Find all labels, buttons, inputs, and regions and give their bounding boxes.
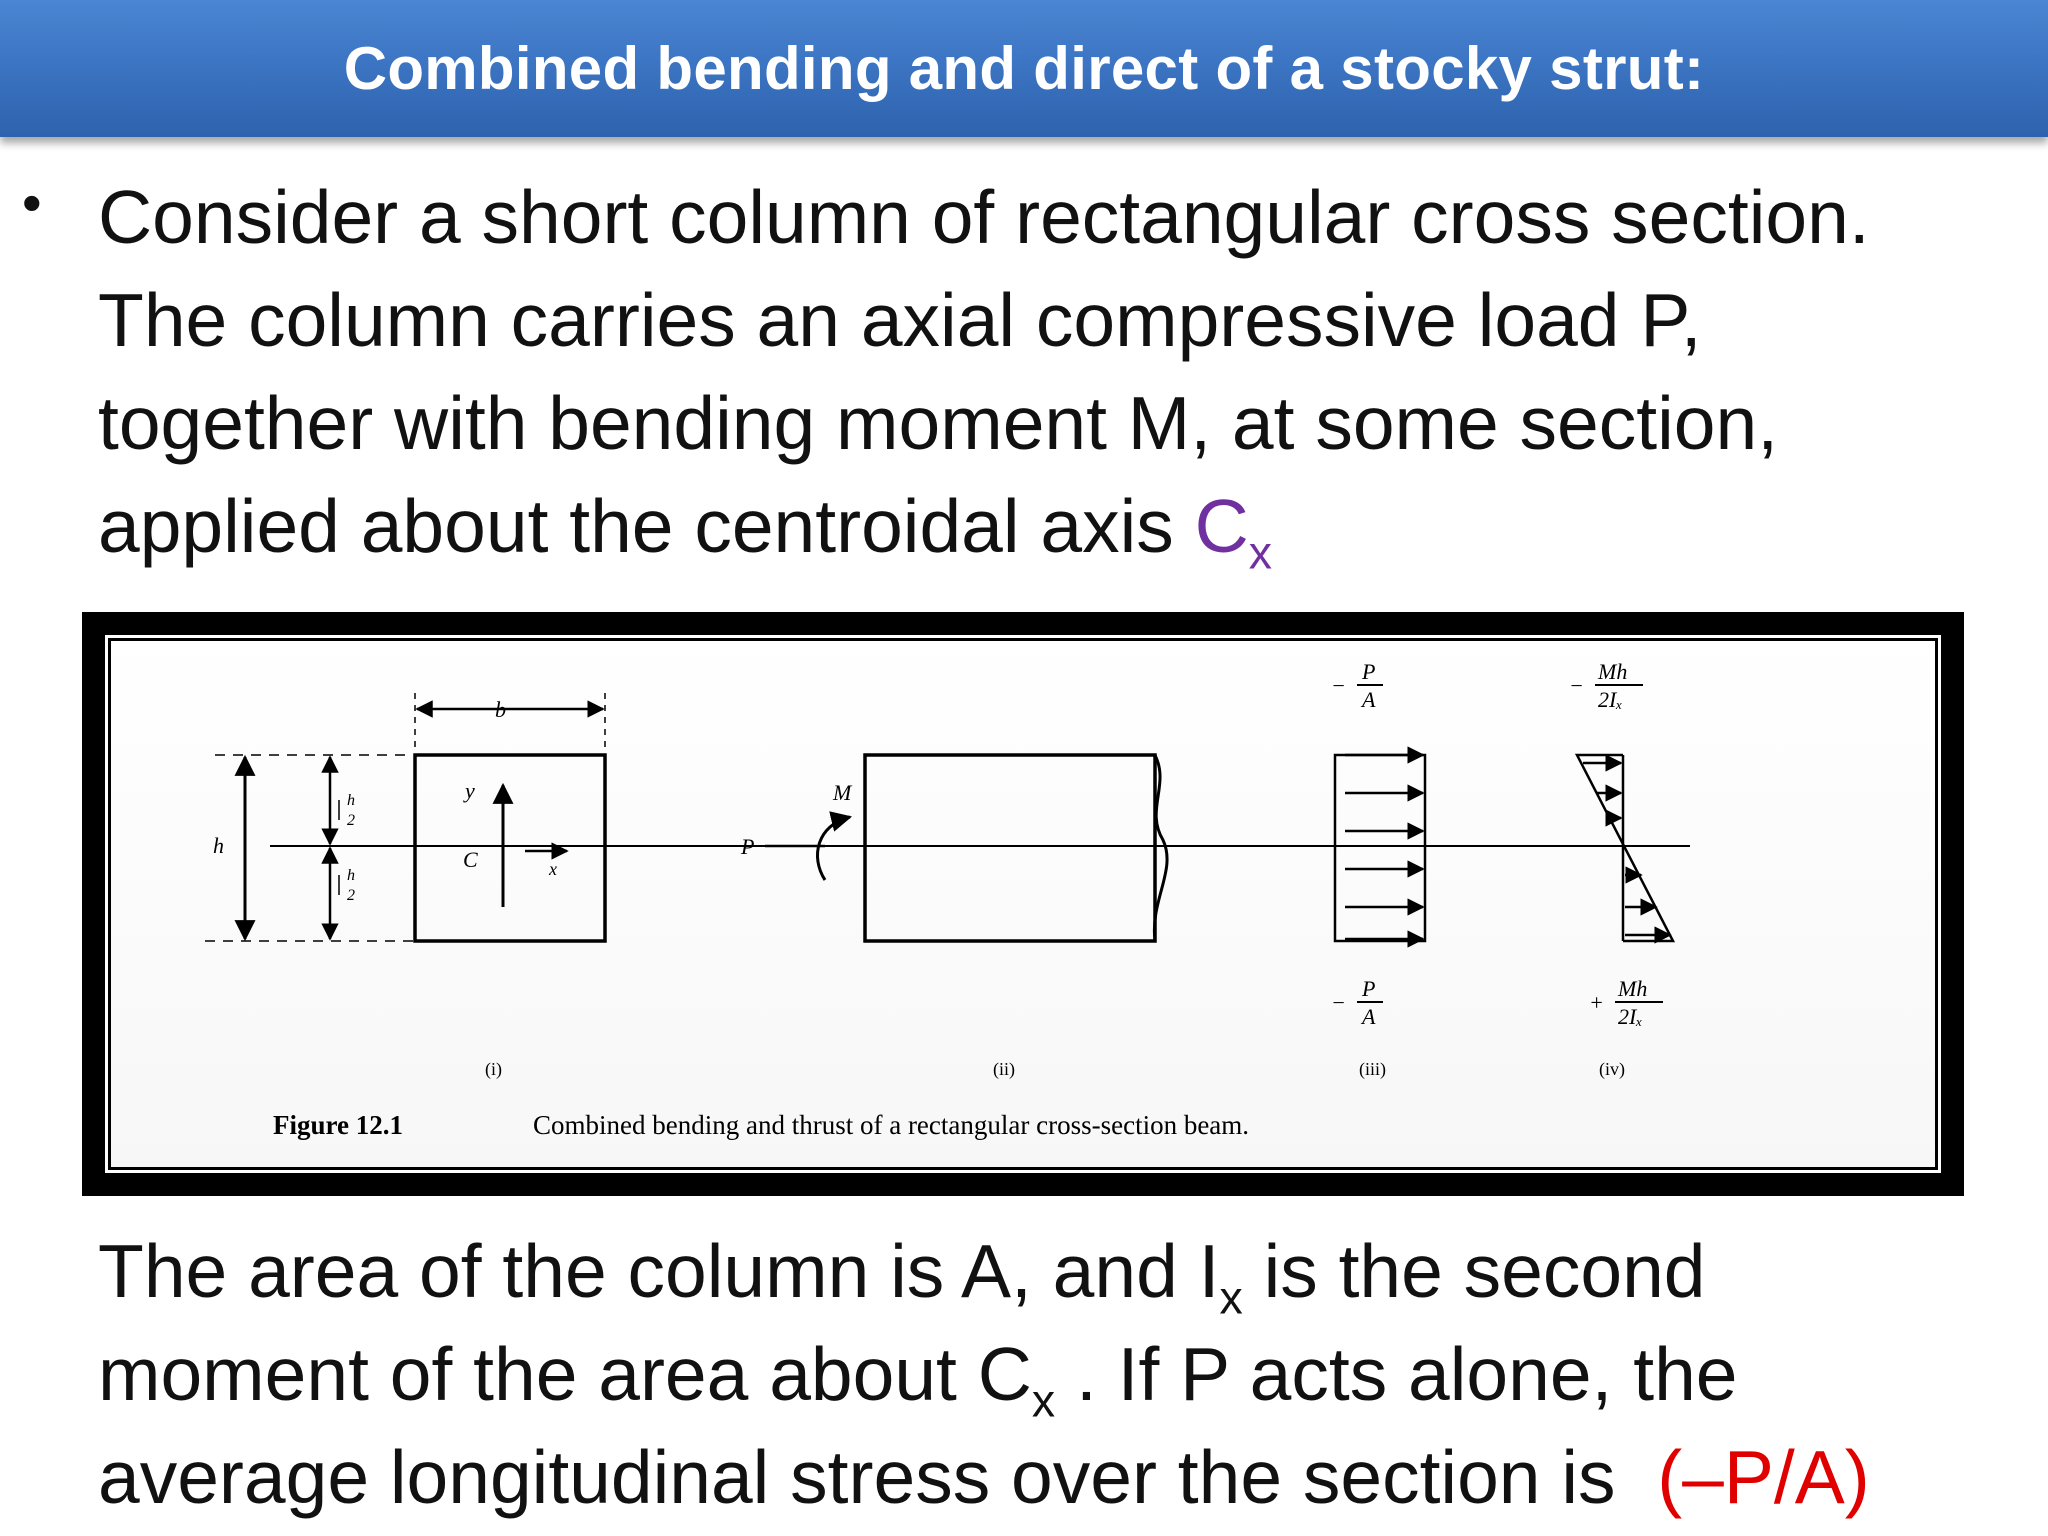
label-p-a-bot-sign: −: [1331, 990, 1346, 1015]
label-moment-m: M: [833, 780, 852, 805]
figure-panel: [100, 630, 1946, 1178]
label-half-h-bot-num: h: [347, 867, 355, 884]
label-load-p: P: [741, 834, 755, 859]
label-b: b: [495, 697, 506, 722]
figure-caption-label: Figure 12.1: [273, 1110, 403, 1140]
title-bar: [0, 0, 2048, 137]
body-line-2-start: moment of the area about C: [98, 1332, 1032, 1416]
label-p-a-top-num: P: [1362, 659, 1376, 684]
bullet-line-1: Consider a short column of rectangular cross section.: [98, 175, 1870, 259]
body-line-3: [98, 1426, 1870, 1529]
label-x-axis: x: [549, 859, 557, 879]
uniform-stress-block: [1335, 755, 1425, 941]
bullet-line-4: [98, 475, 1870, 578]
label-mh-bot-den: 2Iₓ: [1618, 1004, 1643, 1029]
cross-section-rectangle: [415, 755, 605, 941]
figure-12-1-diagram: [105, 635, 1951, 1183]
beam-body: [865, 755, 1155, 941]
bullet-line-3: together with bending moment M, at some section,: [98, 381, 1779, 465]
panel-label-iii: (iii): [1359, 1059, 1386, 1079]
label-p-a-bot-den: A: [1362, 1004, 1376, 1029]
figure-caption-text: Combined bending and thrust of a rectangular cross-section beam.: [533, 1110, 1250, 1140]
bullet-line-4-text: applied about the centroidal axis: [98, 484, 1195, 568]
axis-symbol-base: C: [1194, 484, 1249, 568]
label-mh-bot-sign: +: [1589, 990, 1604, 1015]
label-mh-bot-num: Mh: [1618, 976, 1648, 1001]
average-stress-expression: (–P/A): [1657, 1435, 1870, 1519]
body-line-2: [98, 1323, 1870, 1426]
body-paragraph: [98, 1220, 1870, 1529]
panel-label-ii: (ii): [993, 1059, 1015, 1079]
bullet-paragraph: [98, 166, 1870, 578]
label-y-axis: y: [465, 778, 475, 803]
label-p-a-top-sign: −: [1331, 673, 1346, 698]
panel-label-iv: (iv): [1599, 1059, 1625, 1079]
panel-label-i: (i): [485, 1059, 502, 1079]
label-half-h-top-den: 2: [347, 812, 355, 829]
ix-subscript: x: [1219, 1271, 1243, 1324]
label-p-a-top-den: A: [1362, 687, 1376, 712]
body-line-2-end: . If P acts alone, the: [1055, 1332, 1738, 1416]
body-line-1-end: is the second: [1242, 1229, 1706, 1313]
figure-frame: [82, 612, 1964, 1196]
slide-title: Combined bending and direct of a stocky strut:: [343, 35, 1705, 102]
label-centroid: C: [463, 847, 478, 872]
label-half-h-top-num: h: [347, 792, 355, 809]
bullet-line-2: The column carries an axial compressive load P,: [98, 278, 1702, 362]
cx-subscript: x: [1031, 1374, 1056, 1427]
moment-arrow: [817, 817, 850, 880]
label-mh-top-sign: −: [1569, 673, 1584, 698]
bullet-dot: •: [22, 171, 42, 234]
body-line-1-start: The area of the column is A, and I: [98, 1229, 1220, 1313]
centroidal-axis-symbol: [1194, 484, 1273, 579]
label-h: h: [213, 833, 224, 858]
label-mh-top-den: 2Iₓ: [1598, 687, 1623, 712]
label-p-a-bot-num: P: [1362, 976, 1376, 1001]
axis-symbol-subscript: x: [1248, 526, 1273, 579]
bending-stress-profile: [1577, 755, 1673, 941]
label-half-h-bot-den: 2: [347, 887, 355, 904]
label-mh-top-num: Mh: [1598, 659, 1628, 684]
body-line-3-text: average longitudinal stress over the section is: [98, 1435, 1637, 1519]
body-line-1: [98, 1220, 1870, 1323]
